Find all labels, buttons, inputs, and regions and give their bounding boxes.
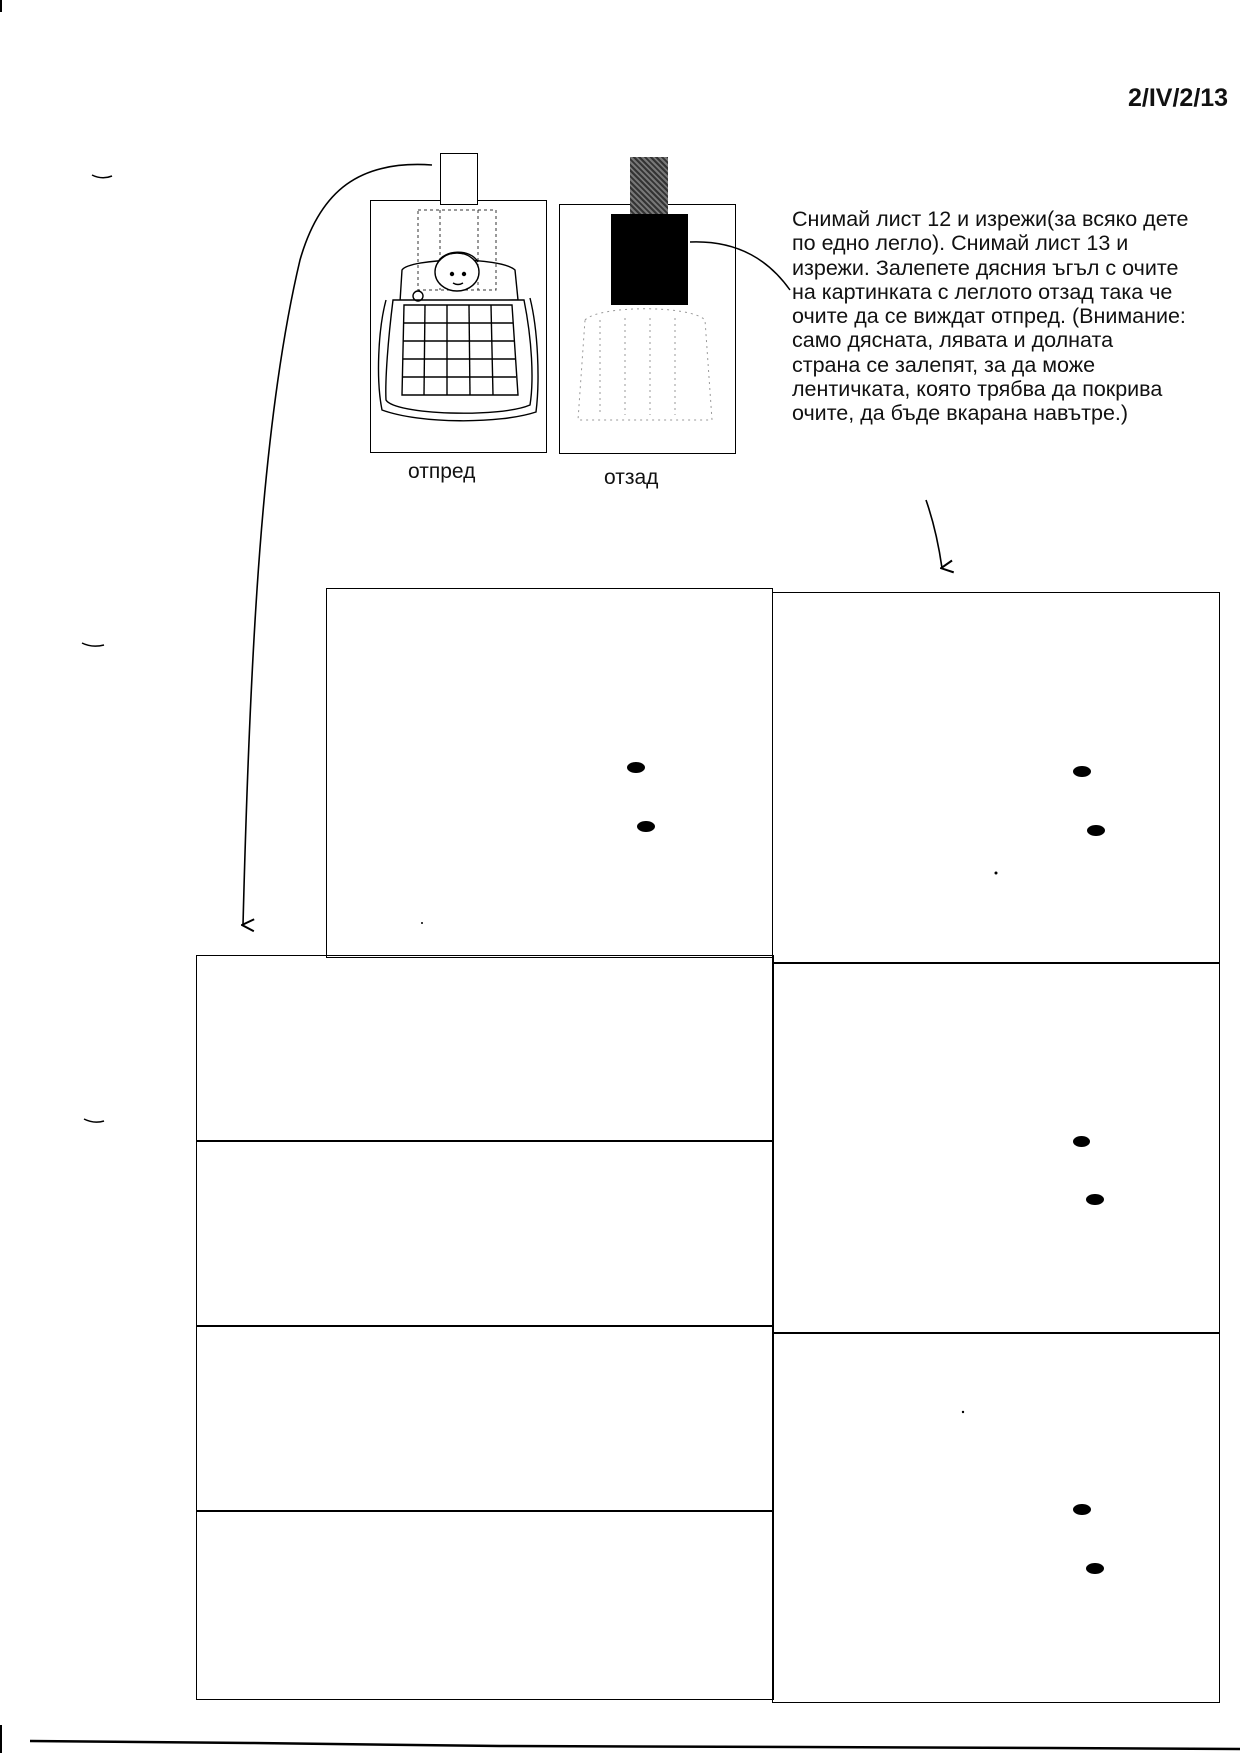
instructions-text: Снимай лист 12 и изрежи(за всяко дете по едно легло). Снимай лист 13 и изрежи. Залепете дясния ъгъл с очите на картинката с леглото отзад така че очите да се виждат отпред. (Внимание: само дясната, лявата и долната страна се залепят, за да може лентичката, която трябва да покрива очите, да бъде вкарана навътре.) [792,207,1189,426]
back-label: отзад [604,466,659,489]
arrow [243,164,432,925]
bed-child-illustration [379,252,538,421]
arrow [926,500,942,568]
front-label: отпред [408,460,476,483]
leader-line [690,242,790,290]
page-code: 2/IV/2/13 [1128,84,1229,112]
